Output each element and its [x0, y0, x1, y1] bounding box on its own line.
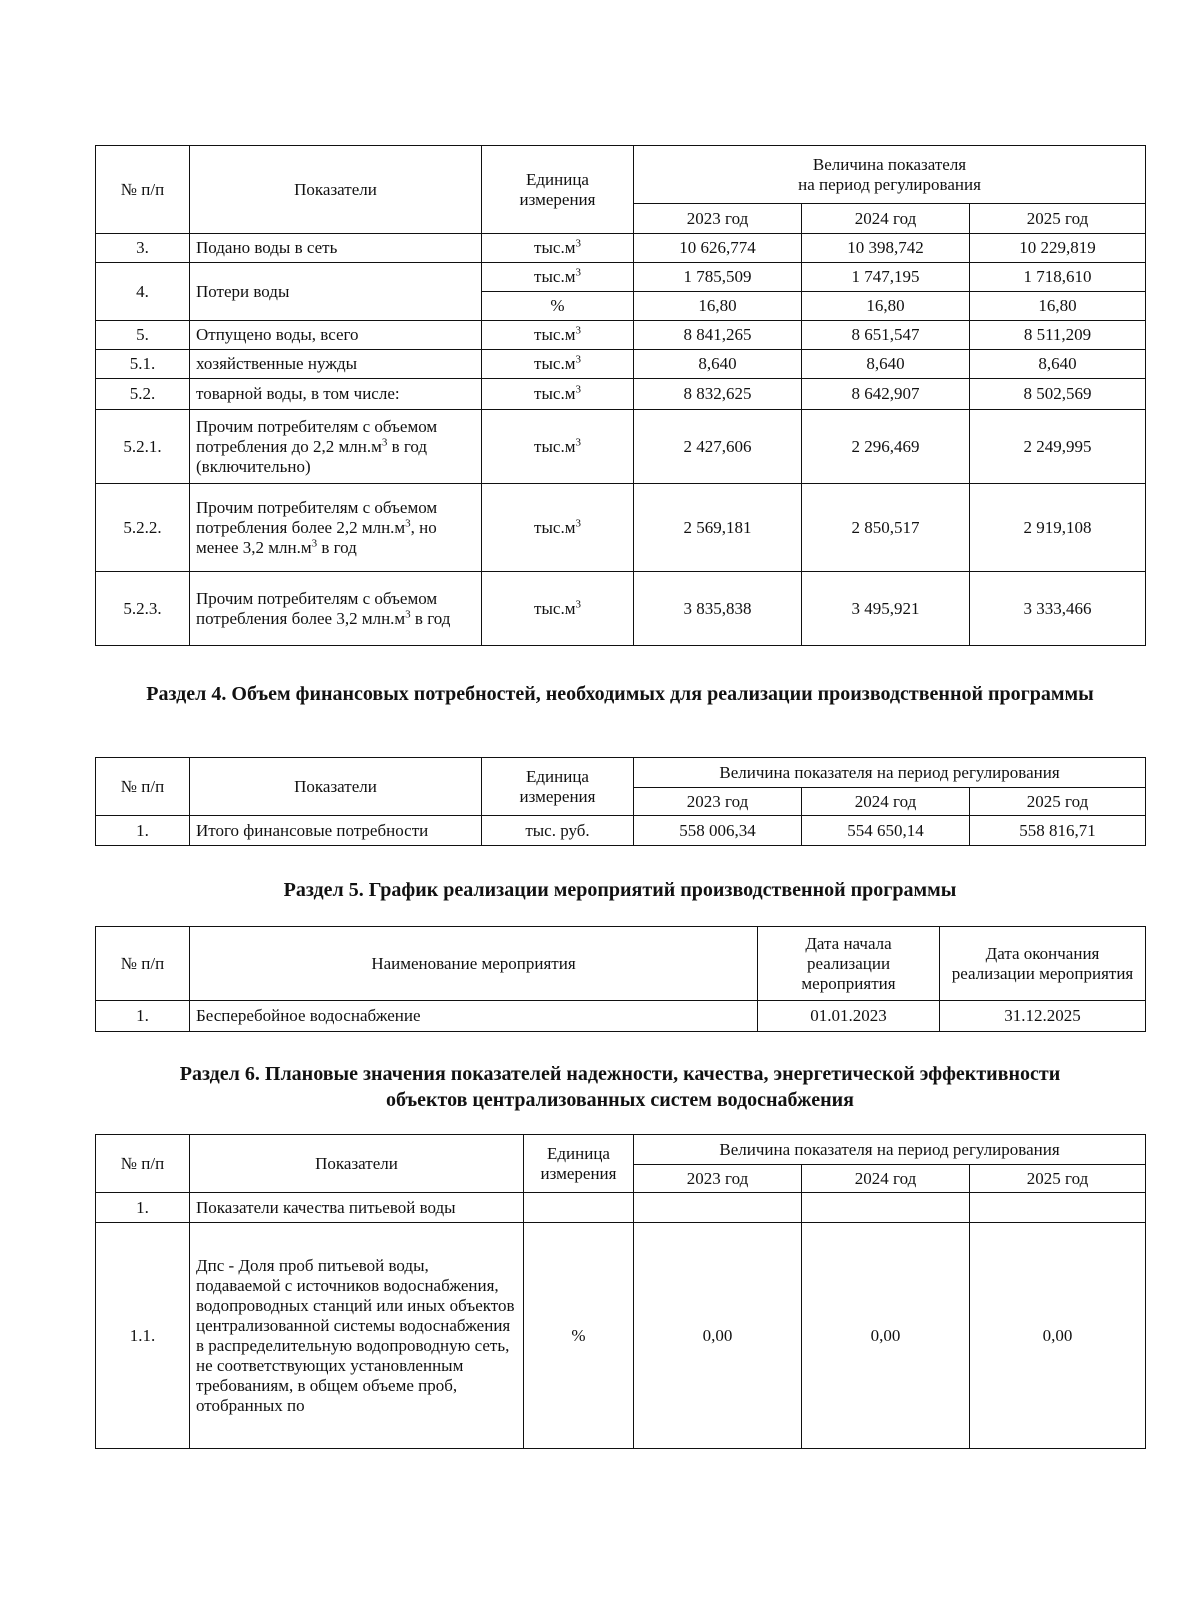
row-value-2023: 10 626,774	[634, 234, 802, 263]
header-year-2023: 2023 год	[634, 204, 802, 234]
row-name: Прочим потребителям с объемом потребления до 2,2 $млн.м^3$ в год (включительно)	[190, 410, 482, 484]
row-event-name: Бесперебойное водоснабжение	[190, 1001, 758, 1032]
header-indicator: Показатели	[190, 758, 482, 816]
section-5-title: Раздел 5. График реализации мероприятий производственной программы	[283, 879, 957, 901]
row-unit: $тыс.м^3$	[482, 410, 634, 484]
row-value-2023: 2 427,606	[634, 410, 802, 484]
row-value-2024: 2 296,469	[802, 410, 970, 484]
row-value-2023	[634, 1193, 802, 1223]
header-unit: Единица измерения	[524, 1135, 634, 1193]
row-unit: %	[524, 1223, 634, 1449]
row-unit: $тыс.м^3$	[482, 572, 634, 646]
row-num: 1.1.	[96, 1223, 190, 1449]
row-name: Показатели качества питьевой воды	[190, 1193, 524, 1223]
header-year-2025: 2025 год	[970, 788, 1146, 816]
header-event-name: Наименование мероприятия	[190, 927, 758, 1001]
row-value-2025: 16,80	[970, 292, 1146, 321]
header-num: № п/п	[96, 927, 190, 1001]
row-value-2025: 2 919,108	[970, 484, 1146, 572]
table-row	[96, 263, 1146, 292]
row-value-2025: 1 718,610	[970, 263, 1146, 292]
row-value-2025: 8 511,209	[970, 321, 1146, 350]
row-value-2023: 0,00	[634, 1223, 802, 1449]
header-num: № п/п	[96, 1135, 190, 1193]
header-period: Величина показателя на период регулирования	[634, 146, 1146, 204]
row-value-2023: 8 832,625	[634, 379, 802, 410]
row-value-2025	[970, 1193, 1146, 1223]
header-period: Величина показателя на период регулирования	[634, 1135, 1146, 1165]
table-row	[96, 234, 1146, 263]
header-year-2024: 2024 год	[802, 204, 970, 234]
row-value-2024: 10 398,742	[802, 234, 970, 263]
header-year-2025: 2025 год	[970, 1165, 1146, 1193]
row-value-2024: 8 642,907	[802, 379, 970, 410]
row-value-2024: 554 650,14	[802, 816, 970, 846]
table-row	[96, 410, 1146, 484]
row-value-2024	[802, 1193, 970, 1223]
table-row	[96, 1001, 1146, 1032]
row-value-2025: 8 502,569	[970, 379, 1146, 410]
row-num: 1.	[96, 1001, 190, 1032]
row-value-2024: 3 495,921	[802, 572, 970, 646]
table-row	[96, 816, 1146, 846]
section-4-title: Раздел 4. Объем финансовых потребностей, необходимых для реализации производственной программы	[146, 683, 1094, 705]
row-value-2023: 16,80	[634, 292, 802, 321]
row-num: 3.	[96, 234, 190, 263]
row-value-2025: 0,00	[970, 1223, 1146, 1449]
row-num: 5.1.	[96, 350, 190, 379]
header-year-2025: 2025 год	[970, 204, 1146, 234]
header-year-2024: 2024 год	[802, 1165, 970, 1193]
row-num: 5.2.	[96, 379, 190, 410]
row-name: Прочим потребителям с объемом потребления более 2,2 $млн.м^3$, но менее 3,2 $млн.м^3$ в год	[190, 484, 482, 572]
header-year-2023: 2023 год	[634, 788, 802, 816]
section-6-title: Раздел 6. Плановые значения показателей надежности, качества, энергетической эффективности объектов централизованных систем водоснабжения	[179, 1063, 1061, 1111]
row-value-2025: 8,640	[970, 350, 1146, 379]
row-num: 5.	[96, 321, 190, 350]
row-value-2024: 2 850,517	[802, 484, 970, 572]
row-name: хозяйственные нужды	[190, 350, 482, 379]
table-row	[96, 321, 1146, 350]
row-name: Итого финансовые потребности	[190, 816, 482, 846]
row-value-2024: 8,640	[802, 350, 970, 379]
row-value-2023: 8,640	[634, 350, 802, 379]
row-name: Дпс - Доля проб питьевой воды, подаваемой с источников водоснабжения, водопроводных станций или иных объектов централизованной системы водоснабжения в распределительную водопроводную сеть, не соответствующих установленным требованиям, в общем объеме проб, отобранных по	[190, 1223, 524, 1449]
row-value-2025: 10 229,819	[970, 234, 1146, 263]
row-num: 1.	[96, 1193, 190, 1223]
header-start-date: Дата начала реализации мероприятия	[758, 927, 940, 1001]
header-end-date: Дата окончания реализации мероприятия	[940, 927, 1146, 1001]
row-value-2024: 1 747,195	[802, 263, 970, 292]
row-value-2025: 558 816,71	[970, 816, 1146, 846]
row-end-date: 31.12.2025	[940, 1001, 1146, 1032]
row-unit: %	[482, 292, 634, 321]
row-value-2025: 2 249,995	[970, 410, 1146, 484]
row-num: 1.	[96, 816, 190, 846]
row-start-date: 01.01.2023	[758, 1001, 940, 1032]
row-unit: тыс. руб.	[482, 816, 634, 846]
row-value-2023: 2 569,181	[634, 484, 802, 572]
header-num: № п/п	[96, 146, 190, 234]
production-volume-table	[95, 145, 1146, 646]
row-unit: $тыс.м^3$	[482, 263, 634, 292]
reliability-indicators-table	[95, 1134, 1146, 1449]
header-num: № п/п	[96, 758, 190, 816]
header-indicator: Показатели	[190, 1135, 524, 1193]
table-row	[96, 379, 1146, 410]
header-unit: Единица измерения	[482, 758, 634, 816]
row-name: Отпущено воды, всего	[190, 321, 482, 350]
row-value-2023: 1 785,509	[634, 263, 802, 292]
row-unit: $тыс.м^3$	[482, 234, 634, 263]
row-value-2024: 8 651,547	[802, 321, 970, 350]
row-value-2024: 16,80	[802, 292, 970, 321]
header-unit: Единица измерения	[482, 146, 634, 234]
row-num: 4.	[96, 263, 190, 321]
row-num: 5.2.1.	[96, 410, 190, 484]
table-row	[96, 484, 1146, 572]
row-value-2025: 3 333,466	[970, 572, 1146, 646]
row-num: 5.2.3.	[96, 572, 190, 646]
header-year-2024: 2024 год	[802, 788, 970, 816]
header-period: Величина показателя на период регулирования	[634, 758, 1146, 788]
header-indicator: Показатели	[190, 146, 482, 234]
table-row	[96, 572, 1146, 646]
financial-needs-table	[95, 757, 1146, 846]
row-value-2023: 558 006,34	[634, 816, 802, 846]
table-row	[96, 1193, 1146, 1223]
row-name: товарной воды, в том числе:	[190, 379, 482, 410]
schedule-table	[95, 926, 1146, 1032]
row-value-2023: 3 835,838	[634, 572, 802, 646]
row-name: Потери воды	[190, 263, 482, 321]
row-value-2023: 8 841,265	[634, 321, 802, 350]
table-row	[96, 1223, 1146, 1449]
row-name: Прочим потребителям с объемом потребления более 3,2 $млн.м^3$ в год	[190, 572, 482, 646]
row-unit: $тыс.м^3$	[482, 350, 634, 379]
row-name: Подано воды в сеть	[190, 234, 482, 263]
header-year-2023: 2023 год	[634, 1165, 802, 1193]
row-unit: $тыс.м^3$	[482, 379, 634, 410]
row-unit: $тыс.м^3$	[482, 321, 634, 350]
row-unit	[524, 1193, 634, 1223]
row-value-2024: 0,00	[802, 1223, 970, 1449]
row-num: 5.2.2.	[96, 484, 190, 572]
row-unit: $тыс.м^3$	[482, 484, 634, 572]
table-row	[96, 350, 1146, 379]
